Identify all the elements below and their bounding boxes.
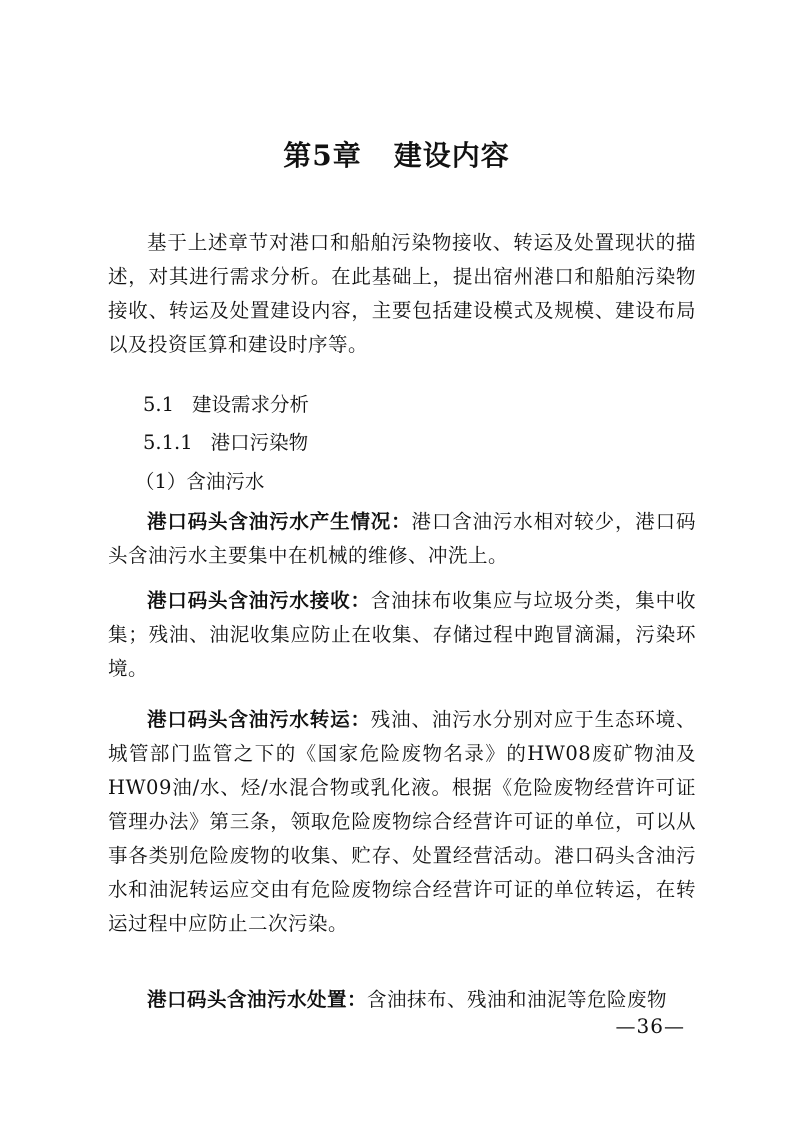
paragraph-lead: 港口码头含油污水产生情况： <box>147 510 412 533</box>
item-heading: （1）含油污水 <box>135 470 265 493</box>
paragraph-lead: 港口码头含油污水转运： <box>147 708 371 731</box>
paragraph-oily-water-reception <box>108 584 696 686</box>
page-number: —36— <box>615 1014 685 1038</box>
section-heading <box>143 388 309 422</box>
paragraph-oily-water-disposal <box>108 983 696 1017</box>
chapter-name: 建设内容 <box>393 139 510 172</box>
intro-paragraph: 基于上述章节对港口和船舶污染物接收、转运及处置现状的描述，对其进行需求分析。在此基础上，提出宿州港口和船舶污染物接收、转运及处置建设内容，主要包括建设模式及规模、建设布局以及投资匡算和建设时序等。 <box>108 231 696 356</box>
paragraph-lead: 港口码头含油污水处置： <box>147 988 368 1011</box>
subsection-title: 港口污染物 <box>210 431 309 454</box>
paragraph-text: 残油、油污水分别对应于生态环境、城管部门监管之下的《国家危险废物名录》的HW08废矿物油及HW09油/水、烃/水混合物或乳化液。根据《危险废物经营许可证管理办法》第三条，领取危险废物综合经营许可证的单位，可以从事各类别危险废物的收集、贮存、处置经营活动。港口码头含油污水和油泥转运应交由有危险废物综合经营许可证的单位转运，在转运过程中应防止二次污染。 <box>108 708 696 935</box>
chapter-title <box>0 134 793 174</box>
subsection-number: 5.1.1 <box>143 431 193 454</box>
subsection-heading <box>143 426 308 460</box>
paragraph-lead: 港口码头含油污水接收： <box>147 589 371 612</box>
section-title: 建设需求分析 <box>192 393 310 416</box>
section-number: 5.1 <box>143 393 175 416</box>
paragraph-text: 含油抹布收集应与垃圾分类，集中收集；残油、油泥收集应防止在收集、存储过程中跑冒滴漏，污染环境。 <box>108 589 696 680</box>
chapter-number: 第5章 <box>283 139 362 172</box>
paragraph-oily-water-transfer <box>108 703 696 941</box>
paragraph-oily-water-generation <box>108 505 696 573</box>
paragraph-text: 港口含油污水相对较少，港口码头含油污水主要集中在机械的维修、冲洗上。 <box>108 510 696 567</box>
paragraph-text: 含油抹布、残油和油泥等危险废物 <box>367 988 668 1011</box>
